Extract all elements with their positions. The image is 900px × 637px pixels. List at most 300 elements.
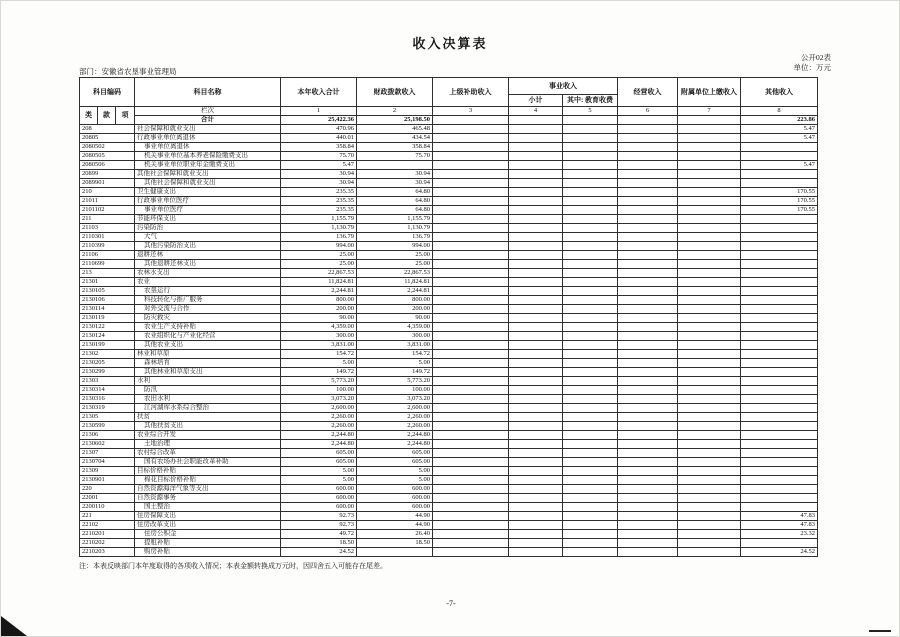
table-row — [80, 269, 818, 278]
subject-code-cell: 2130599 — [80, 422, 135, 431]
value-cell — [509, 368, 563, 377]
value-cell — [741, 323, 818, 332]
table-row — [80, 467, 818, 476]
value-cell: 600.00 — [281, 503, 357, 512]
value-cell — [509, 359, 563, 368]
table-row — [80, 485, 818, 494]
value-cell — [618, 413, 678, 422]
value-cell — [678, 503, 741, 512]
table-row — [80, 206, 818, 215]
value-cell: 2,260.00 — [357, 422, 433, 431]
value-cell — [678, 512, 741, 521]
subject-code-cell: 21011 — [80, 197, 135, 206]
table-row — [80, 170, 818, 179]
value-cell — [433, 512, 509, 521]
value-cell: 605.00 — [357, 458, 433, 467]
value-cell — [741, 269, 818, 278]
value-cell: 434.54 — [357, 134, 433, 143]
value-cell — [741, 332, 818, 341]
value-cell — [618, 188, 678, 197]
value-cell — [433, 242, 509, 251]
value-cell: 5.00 — [357, 467, 433, 476]
subject-code-cell: 21307 — [80, 449, 135, 458]
subject-code-cell: 2130199 — [80, 341, 135, 350]
subject-name-cell: 行政事业单位医疗 — [135, 197, 281, 206]
value-cell — [433, 215, 509, 224]
value-cell — [433, 530, 509, 539]
value-cell — [741, 179, 818, 188]
table-row — [80, 323, 818, 332]
value-cell: 24.52 — [281, 548, 357, 557]
value-cell: 30.94 — [357, 179, 433, 188]
subject-name-cell: 大气 — [135, 233, 281, 242]
value-cell — [563, 341, 618, 350]
subject-code-cell: 2130119 — [80, 314, 135, 323]
unit-label: 单位：万元 — [793, 63, 831, 72]
value-cell: 3,831.00 — [357, 341, 433, 350]
value-cell — [678, 521, 741, 530]
value-cell — [618, 125, 678, 134]
total-value — [618, 116, 678, 125]
value-cell — [509, 458, 563, 467]
value-cell — [509, 188, 563, 197]
subject-code-cell: 2130314 — [80, 386, 135, 395]
value-cell: 2,244.80 — [281, 431, 357, 440]
subject-code-cell: 2110699 — [80, 260, 135, 269]
value-cell — [563, 251, 618, 260]
value-cell — [433, 494, 509, 503]
table-row — [80, 503, 818, 512]
value-cell — [741, 287, 818, 296]
value-cell — [433, 332, 509, 341]
value-cell: 5.00 — [357, 476, 433, 485]
value-cell — [563, 350, 618, 359]
table-row — [80, 521, 818, 530]
value-cell — [433, 188, 509, 197]
value-cell — [741, 386, 818, 395]
subject-code-cell: 2130122 — [80, 323, 135, 332]
table-row — [80, 296, 818, 305]
value-cell — [509, 179, 563, 188]
value-cell: 100.00 — [357, 386, 433, 395]
table-row — [80, 368, 818, 377]
header-other-income: 其他收入 — [741, 78, 818, 107]
value-cell: 18.50 — [281, 539, 357, 548]
table-row — [80, 440, 818, 449]
total-row — [80, 116, 818, 125]
value-cell — [509, 242, 563, 251]
value-cell — [433, 179, 509, 188]
value-cell: 64.80 — [357, 188, 433, 197]
value-cell — [678, 422, 741, 431]
subject-code-cell: 2130299 — [80, 368, 135, 377]
total-value — [678, 116, 741, 125]
value-cell — [741, 503, 818, 512]
subject-code-cell: 21303 — [80, 377, 135, 386]
value-cell — [563, 269, 618, 278]
value-cell — [433, 422, 509, 431]
value-cell: 2,244.80 — [357, 440, 433, 449]
header-item: 项 — [116, 107, 135, 125]
subject-name-cell: 其他污染防治支出 — [135, 242, 281, 251]
subject-code-cell: 2210202 — [80, 539, 135, 548]
value-cell — [433, 134, 509, 143]
subject-name-cell: 其他退耕还林支出 — [135, 260, 281, 269]
value-cell — [678, 368, 741, 377]
value-cell — [678, 548, 741, 557]
table-row — [80, 350, 818, 359]
value-cell — [618, 485, 678, 494]
subject-code-cell: 220 — [80, 485, 135, 494]
value-cell: 5.00 — [281, 476, 357, 485]
subject-code-cell: 21309 — [80, 467, 135, 476]
subject-code-cell: 2130901 — [80, 476, 135, 485]
value-cell — [563, 170, 618, 179]
value-cell: 22,867.53 — [281, 269, 357, 278]
value-cell: 4,359.00 — [281, 323, 357, 332]
value-cell — [618, 386, 678, 395]
table-row — [80, 404, 818, 413]
value-cell — [509, 251, 563, 260]
value-cell — [678, 449, 741, 458]
value-cell — [741, 341, 818, 350]
value-cell — [618, 143, 678, 152]
header-total-income: 本年收入合计 — [281, 78, 357, 107]
subject-code-cell: 213 — [80, 269, 135, 278]
value-cell — [618, 530, 678, 539]
value-cell — [741, 278, 818, 287]
table-meta — [701, 53, 831, 73]
value-cell: 3,073.20 — [357, 395, 433, 404]
value-cell — [433, 251, 509, 260]
table-row — [80, 143, 818, 152]
value-cell — [509, 152, 563, 161]
value-cell: 170.55 — [741, 188, 818, 197]
subject-code-cell: 21305 — [80, 413, 135, 422]
value-cell — [509, 548, 563, 557]
value-cell — [433, 413, 509, 422]
header-class: 类 — [80, 107, 98, 125]
table-row — [80, 512, 818, 521]
subject-code-cell: 221 — [80, 512, 135, 521]
total-value: 223.86 — [741, 116, 818, 125]
value-cell — [618, 512, 678, 521]
value-cell: 2,260.00 — [281, 422, 357, 431]
total-label: 合计 — [135, 116, 281, 125]
subject-name-cell: 其他社会保障和就业支出 — [135, 170, 281, 179]
subject-name-cell: 农业 — [135, 278, 281, 287]
subject-code-cell: 2200110 — [80, 503, 135, 512]
value-cell: 25.00 — [281, 260, 357, 269]
value-cell: 22,867.53 — [357, 269, 433, 278]
value-cell — [509, 530, 563, 539]
value-cell — [741, 224, 818, 233]
value-cell — [433, 269, 509, 278]
subject-name-cell: 住房公积金 — [135, 530, 281, 539]
value-cell — [678, 341, 741, 350]
subject-code-cell: 2080506 — [80, 161, 135, 170]
col-number: 4 — [509, 107, 563, 116]
value-cell — [563, 197, 618, 206]
value-cell — [741, 170, 818, 179]
value-cell — [509, 170, 563, 179]
value-cell: 25.00 — [357, 260, 433, 269]
value-cell — [741, 242, 818, 251]
value-cell — [563, 260, 618, 269]
value-cell — [618, 269, 678, 278]
col-number: 6 — [618, 107, 678, 116]
value-cell — [678, 170, 741, 179]
subject-name-cell: 农林水支出 — [135, 269, 281, 278]
value-cell — [509, 494, 563, 503]
value-cell — [618, 323, 678, 332]
header-subject-code: 科目编码 — [80, 78, 135, 107]
value-cell — [678, 485, 741, 494]
subject-name-cell: 其他林业和草原支出 — [135, 368, 281, 377]
value-cell — [741, 413, 818, 422]
value-cell — [618, 368, 678, 377]
value-cell — [678, 431, 741, 440]
value-cell — [678, 269, 741, 278]
value-cell — [509, 386, 563, 395]
value-cell — [563, 368, 618, 377]
subject-code-cell: 2089901 — [80, 179, 135, 188]
value-cell: 30.94 — [357, 170, 433, 179]
value-cell — [741, 233, 818, 242]
value-cell — [678, 152, 741, 161]
subject-code-cell: 2130602 — [80, 440, 135, 449]
value-cell — [678, 143, 741, 152]
subject-name-cell: 农村综合改革 — [135, 449, 281, 458]
value-cell — [433, 314, 509, 323]
value-cell — [618, 494, 678, 503]
value-cell — [563, 287, 618, 296]
col-number: 5 — [563, 107, 618, 116]
table-row — [80, 224, 818, 233]
value-cell: 136.79 — [281, 233, 357, 242]
value-cell — [563, 134, 618, 143]
value-cell — [741, 152, 818, 161]
value-cell: 600.00 — [281, 494, 357, 503]
value-cell — [433, 278, 509, 287]
value-cell: 2,260.00 — [281, 413, 357, 422]
value-cell — [509, 404, 563, 413]
table-row — [80, 305, 818, 314]
subject-name-cell: 机关事业单位职业年金缴费支出 — [135, 161, 281, 170]
value-cell — [678, 467, 741, 476]
value-cell — [678, 413, 741, 422]
value-cell: 90.00 — [357, 314, 433, 323]
value-cell — [433, 395, 509, 404]
total-value — [563, 116, 618, 125]
value-cell — [618, 152, 678, 161]
value-cell — [563, 539, 618, 548]
value-cell — [678, 305, 741, 314]
value-cell — [741, 314, 818, 323]
table-row — [80, 134, 818, 143]
value-cell: 5,773.20 — [357, 377, 433, 386]
value-cell — [433, 449, 509, 458]
value-cell — [563, 449, 618, 458]
subject-code-cell: 21302 — [80, 350, 135, 359]
value-cell — [433, 125, 509, 134]
value-cell — [618, 206, 678, 215]
table-row — [80, 332, 818, 341]
value-cell — [678, 440, 741, 449]
value-cell — [509, 323, 563, 332]
value-cell: 149.72 — [281, 368, 357, 377]
value-cell — [563, 206, 618, 215]
value-cell — [618, 224, 678, 233]
value-cell — [618, 539, 678, 548]
value-cell — [509, 521, 563, 530]
value-cell: 5.47 — [281, 161, 357, 170]
subject-name-cell: 住房保障支出 — [135, 512, 281, 521]
value-cell — [678, 359, 741, 368]
value-cell: 470.96 — [281, 125, 357, 134]
value-cell: 600.00 — [281, 485, 357, 494]
value-cell — [563, 521, 618, 530]
value-cell — [678, 332, 741, 341]
value-cell: 23.32 — [741, 530, 818, 539]
value-cell — [563, 530, 618, 539]
page-title: 收入决算表 — [412, 36, 488, 51]
note-text: 注：本表反映部门本年度取得的各项收入情况；本表金额转换成万元时，因四舍五入可能存在尾差。 — [79, 562, 387, 570]
value-cell — [433, 476, 509, 485]
value-cell: 149.72 — [357, 368, 433, 377]
value-cell — [433, 233, 509, 242]
subject-code-cell: 2080502 — [80, 143, 135, 152]
value-cell — [618, 134, 678, 143]
value-cell — [678, 206, 741, 215]
value-cell — [563, 494, 618, 503]
value-cell: 605.00 — [281, 458, 357, 467]
value-cell — [563, 332, 618, 341]
value-cell — [509, 143, 563, 152]
value-cell — [563, 548, 618, 557]
value-cell — [618, 287, 678, 296]
value-cell — [678, 377, 741, 386]
value-cell — [563, 476, 618, 485]
table-row — [80, 188, 818, 197]
col-number: 1 — [281, 107, 357, 116]
value-cell: 440.01 — [281, 134, 357, 143]
value-cell — [433, 287, 509, 296]
value-cell — [509, 503, 563, 512]
value-cell — [563, 233, 618, 242]
value-cell — [563, 503, 618, 512]
col-number: 7 — [678, 107, 741, 116]
col-number: 2 — [357, 107, 433, 116]
subject-name-cell: 农业综合开发 — [135, 431, 281, 440]
value-cell — [678, 125, 741, 134]
value-cell — [618, 404, 678, 413]
value-cell: 358.84 — [281, 143, 357, 152]
value-cell — [618, 260, 678, 269]
total-value: 25,422.36 — [281, 116, 357, 125]
department-label: 部门：安徽省农垦事业管理局 — [79, 67, 177, 76]
value-cell — [563, 404, 618, 413]
value-cell: 25.00 — [281, 251, 357, 260]
value-cell — [563, 431, 618, 440]
subject-code-cell: 21301 — [80, 278, 135, 287]
value-cell — [618, 197, 678, 206]
subject-name-cell: 江河湖库水系综合整治 — [135, 404, 281, 413]
value-cell — [741, 485, 818, 494]
value-cell — [509, 224, 563, 233]
value-cell — [678, 197, 741, 206]
value-cell — [678, 188, 741, 197]
value-cell: 3,831.00 — [281, 341, 357, 350]
subject-name-cell: 目标价格补贴 — [135, 467, 281, 476]
value-cell — [509, 296, 563, 305]
value-cell — [618, 179, 678, 188]
value-cell — [563, 278, 618, 287]
value-cell: 25.00 — [357, 251, 433, 260]
value-cell — [678, 134, 741, 143]
value-cell — [563, 242, 618, 251]
subject-code-cell: 208 — [80, 125, 135, 134]
value-cell — [509, 134, 563, 143]
subject-name-cell: 棉花目标价格补贴 — [135, 476, 281, 485]
value-cell — [618, 395, 678, 404]
value-cell — [618, 440, 678, 449]
value-cell — [741, 431, 818, 440]
subject-name-cell: 农业生产支持补贴 — [135, 323, 281, 332]
table-row — [80, 197, 818, 206]
value-cell — [618, 233, 678, 242]
value-cell — [618, 305, 678, 314]
value-cell — [433, 296, 509, 305]
value-cell — [741, 368, 818, 377]
value-cell — [618, 422, 678, 431]
value-cell: 5.00 — [357, 359, 433, 368]
value-cell: 5.47 — [741, 161, 818, 170]
value-cell — [563, 152, 618, 161]
value-cell — [509, 233, 563, 242]
value-cell — [563, 395, 618, 404]
value-cell — [433, 386, 509, 395]
value-cell — [678, 278, 741, 287]
table-row — [80, 431, 818, 440]
value-cell: 1,155.79 — [281, 215, 357, 224]
subject-code-cell: 2080505 — [80, 152, 135, 161]
table-row — [80, 152, 818, 161]
value-cell: 235.35 — [281, 206, 357, 215]
value-cell — [563, 512, 618, 521]
table-row — [80, 242, 818, 251]
subject-code-cell: 2130105 — [80, 287, 135, 296]
value-cell — [433, 143, 509, 152]
subject-code-cell: 2130124 — [80, 332, 135, 341]
value-cell — [509, 422, 563, 431]
value-cell — [678, 539, 741, 548]
value-cell — [357, 161, 433, 170]
value-cell: 5.47 — [741, 134, 818, 143]
value-cell — [563, 359, 618, 368]
value-cell — [433, 305, 509, 314]
subject-code-cell: 21106 — [80, 251, 135, 260]
value-cell — [509, 350, 563, 359]
total-value — [509, 116, 563, 125]
value-cell — [509, 431, 563, 440]
value-cell: 800.00 — [357, 296, 433, 305]
value-cell: 24.52 — [741, 548, 818, 557]
subject-code-cell: 2130704 — [80, 458, 135, 467]
value-cell — [433, 485, 509, 494]
value-cell — [433, 197, 509, 206]
subject-name-cell: 自然资源海洋气象等支出 — [135, 485, 281, 494]
